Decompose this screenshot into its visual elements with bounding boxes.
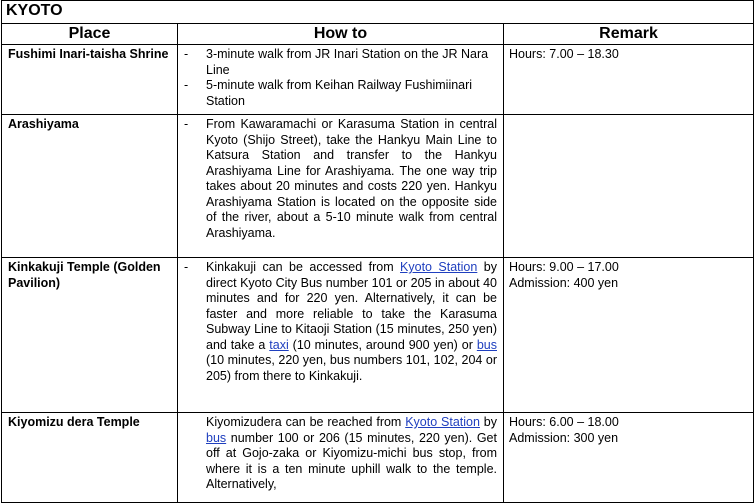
remark-text: Hours: 7.00 – 18.30 [509,47,619,61]
remark-cell [504,115,754,258]
how-to-cell [178,115,504,258]
place-name: Fushimi Inari-taisha Shrine [8,47,169,61]
remark-cell [504,413,754,503]
bullet-dash: - [184,47,189,61]
how-to-text [206,415,497,493]
place-name: Kinkakuji Temple (Golden Pavilion) [8,260,161,290]
table-row [2,45,754,115]
header-how-to: How to [178,24,504,45]
list-item [182,260,497,384]
text-segment: by direct Kyoto City Bus number 101 or 205 in about 40 minutes and for 220 yen. Alternatively, it can be faster and more reliable to take the Karasuma Subway Line to Kitaoji Station (15 minutes, 250 yen) and take a [206,260,497,352]
bullet-spacer [182,415,206,493]
how-to-text: 5-minute walk from Keihan Railway Fushimiinari Station [206,78,473,108]
list-item [182,415,497,493]
list-item [182,78,497,109]
taxi-link[interactable]: taxi [269,337,289,352]
place-name: Kiyomizu dera Temple [8,415,140,429]
text-segment: Kiyomizudera can be reached from [206,415,406,429]
table-row [2,413,754,503]
text-segment: number 100 or 206 (15 minutes, 220 yen). Get off at Gojo-zaka or Kiyomizu-michi bus stop, from where it is a ten minute uphill walk to the temple. Alternatively, [206,430,497,491]
how-to-cell [178,45,504,115]
text-segment: by [479,415,497,429]
bullet-dash: - [184,117,189,131]
place-name: Arashiyama [8,117,79,131]
remark-hours: Hours: 6.00 – 18.00 [509,415,619,429]
header-place: Place [2,24,178,45]
text-segment: (10 minutes, 220 yen, bus numbers 101, 102, 204 or 205) from there to Kinkakuji. [206,353,497,383]
remark-cell [504,258,754,413]
bus-link[interactable]: bus [206,430,227,445]
table-title: KYOTO [2,1,754,24]
text-segment: Kinkakuji can be accessed from [206,260,401,274]
bullet-dash: - [184,260,189,274]
list-item [182,47,497,78]
place-cell [2,45,178,115]
list-item [182,117,497,241]
table-row [2,115,754,258]
place-cell [2,413,178,503]
remark-cell [504,45,754,115]
bullet-dash: - [184,78,189,92]
how-to-cell [178,258,504,413]
kyoto-station-link[interactable]: Kyoto Station [405,415,480,429]
place-cell [2,258,178,413]
bus-link[interactable]: bus [476,337,497,352]
title-row [2,1,754,24]
kyoto-table [1,0,754,503]
how-to-text: 3-minute walk from JR Inari Station on the JR Nara Line [206,47,489,77]
place-cell [2,115,178,258]
table-row [2,258,754,413]
text-segment: (10 minutes, around 900 yen) or [288,337,477,352]
remark-admission: Admission: 300 yen [509,430,619,445]
remark-hours: Hours: 9.00 – 17.00 [509,260,619,274]
remark-admission: Admission: 400 yen [509,275,619,290]
kyoto-station-link[interactable]: Kyoto Station [400,260,478,274]
how-to-text: From Kawaramachi or Karasuma Station in central Kyoto (Shijo Street), take the Hankyu Main Line to Katsura Station and transfer to the Hankyu Arashiyama Line for Arashiyama. The one way trip takes about 20 minutes and costs 220 yen. Hankyu Arashiyama Station is located on the opposite side of the river, about a 5-10 minute walk from central Arashiyama. [206,117,497,240]
how-to-cell [178,413,504,503]
header-remark: Remark [504,24,754,45]
how-to-text [206,260,497,384]
header-row [2,24,754,45]
